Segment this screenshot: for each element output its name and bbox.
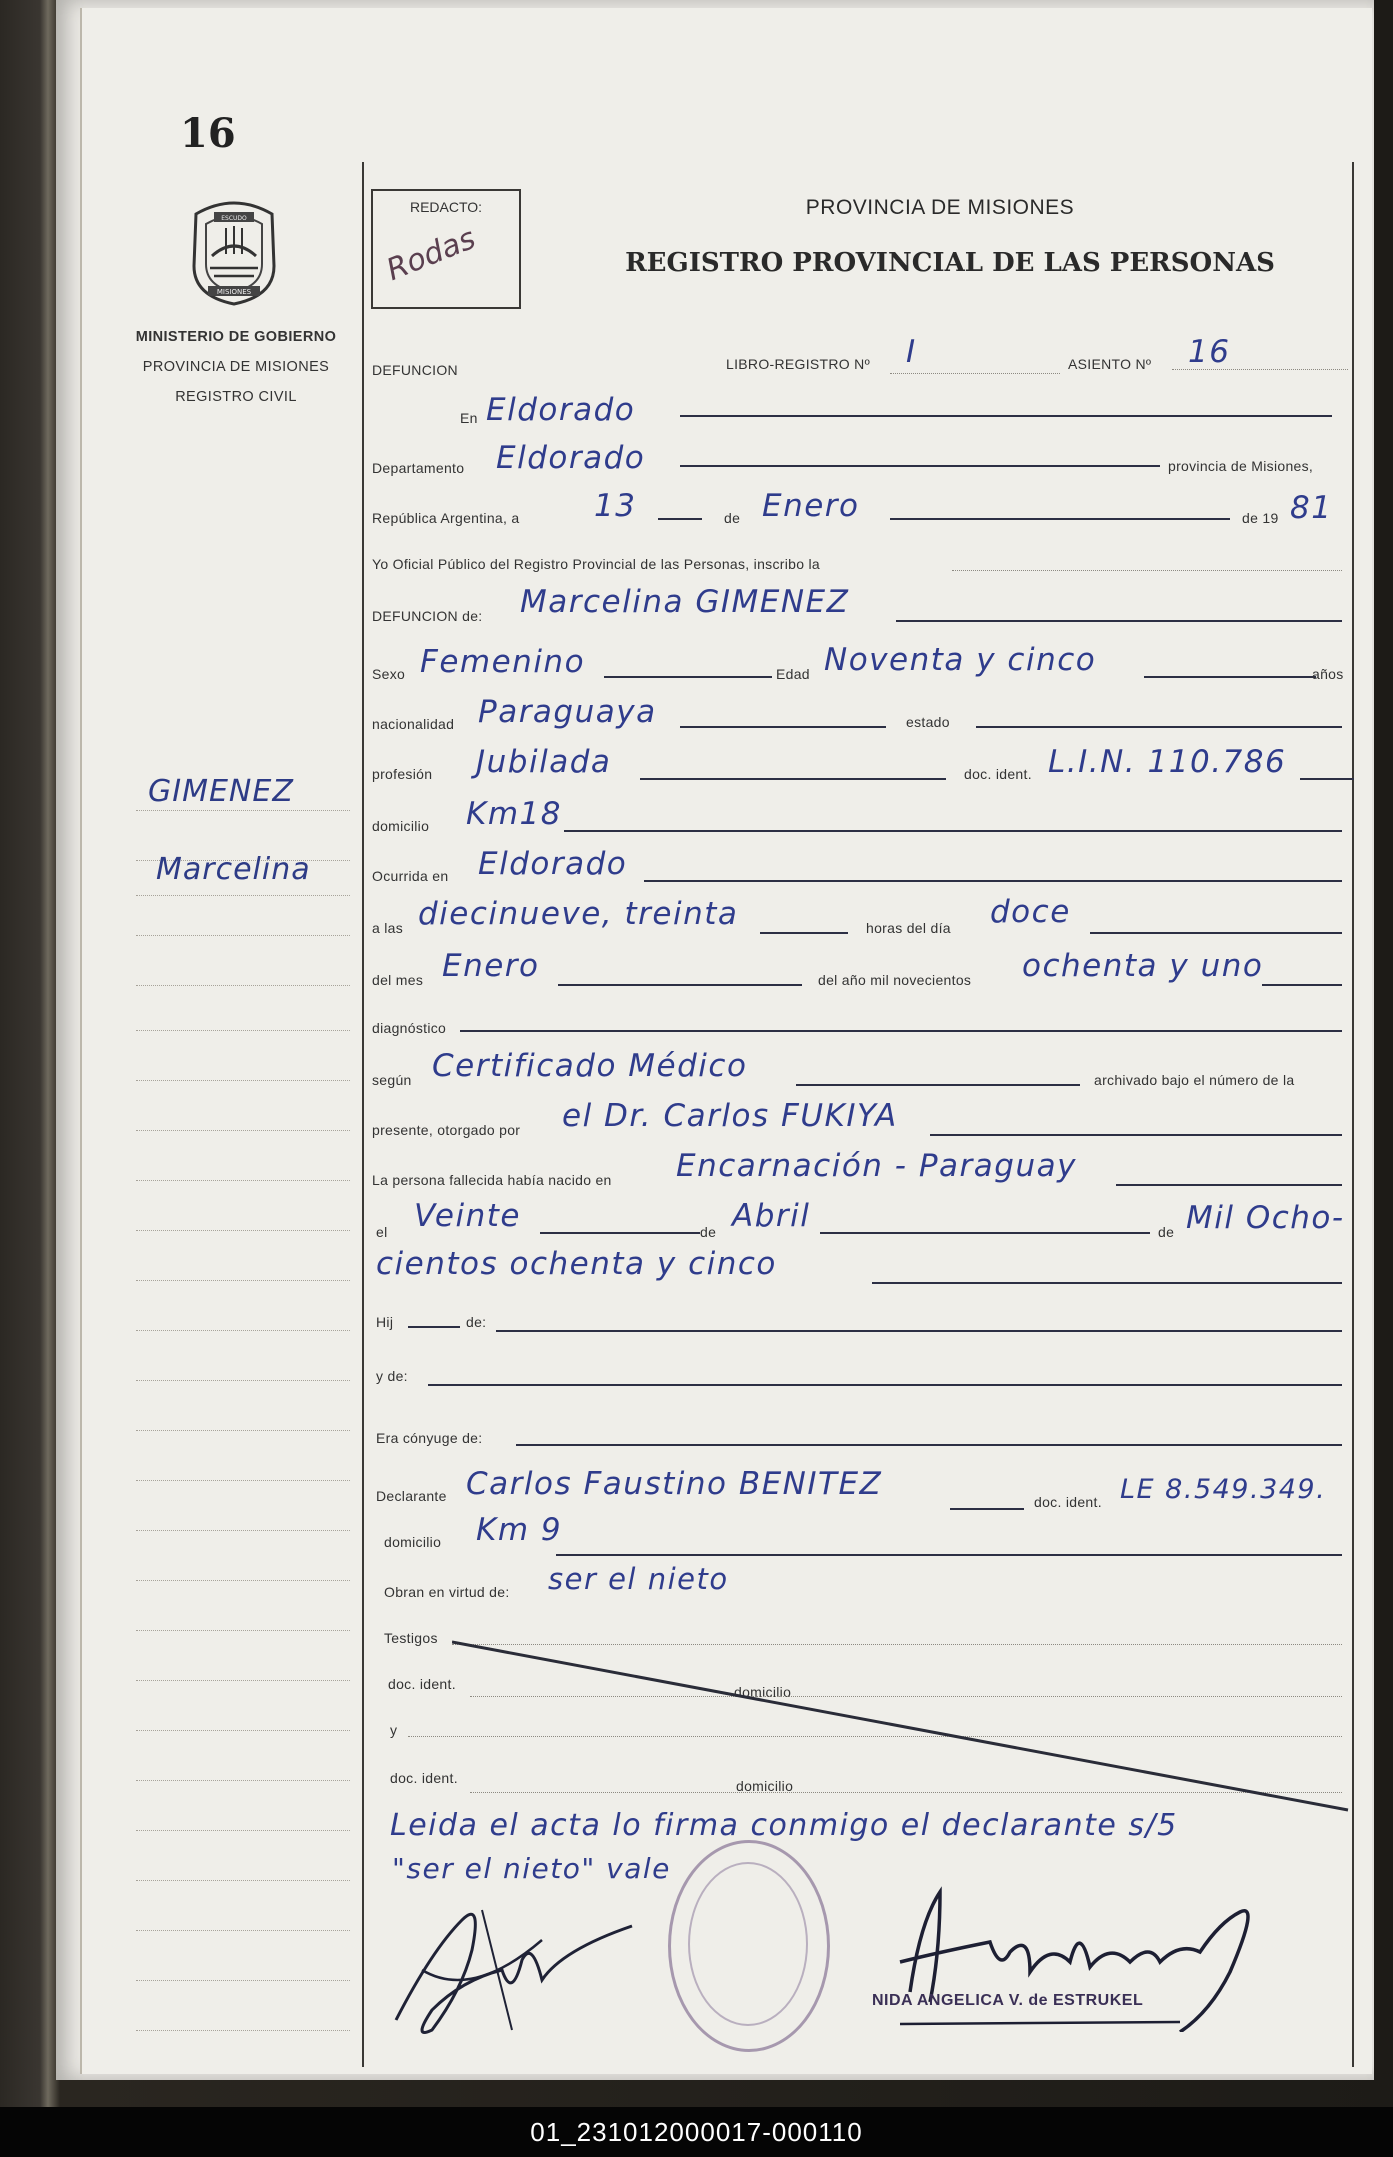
redacto-value: Rodas (381, 220, 481, 289)
archivado-label: archivado bajo el número de la (1094, 1072, 1295, 1088)
en-value: Eldorado (486, 392, 636, 428)
official-stamp-inner (688, 1862, 808, 2026)
continuation-value: cientos ochenta y cinco (376, 1246, 777, 1282)
del-ano-pen-line (1262, 984, 1342, 986)
del-ano-label: del año mil novecientos (818, 972, 972, 988)
testigo-y-label: y (390, 1722, 398, 1738)
departamento-label: Departamento (372, 460, 465, 476)
segun-pen-line (796, 1084, 1080, 1086)
libro-value: I (906, 334, 917, 370)
domicilio-label: domicilio (372, 818, 430, 834)
a-las-pen-line (760, 932, 848, 934)
y-de-pen-line (428, 1384, 1342, 1386)
departamento-value: Eldorado (496, 440, 646, 476)
el-pen-line (540, 1232, 700, 1234)
de3-label: de (1158, 1224, 1175, 1240)
closing-line-1: Leida el acta lo firma conmigo el declarante s/5 (390, 1808, 1178, 1843)
a-las-label: a las (372, 920, 404, 936)
estado-pen-line (976, 726, 1342, 728)
horas-label: horas del día (866, 920, 951, 936)
doc-ident-pen-line (1300, 778, 1354, 780)
asiento-value: 16 (1188, 334, 1231, 370)
redacto-label: REDACTO: (409, 199, 483, 215)
edad-value: Noventa y cinco (824, 642, 1097, 678)
nacido-pen-line (1116, 1184, 1342, 1186)
month-pen-line (890, 518, 1230, 520)
ministry-province: PROVINCIA DE MISIONES (142, 359, 330, 375)
edad-label: Edad (776, 666, 810, 682)
hij-pen-line (408, 1326, 460, 1328)
del-mes-pen-line (558, 984, 802, 986)
yo-oficial-text: Yo Oficial Público del Registro Provincial de las Personas, inscribo la (372, 556, 820, 572)
conyuge-label: Era cónyuge de: (376, 1430, 483, 1446)
sexo-value: Femenino (420, 644, 586, 680)
page-number: 16 (180, 110, 236, 157)
del-mes-value: Enero (442, 948, 540, 984)
declarant-signature-icon (392, 1880, 654, 2040)
del-mes-label: del mes (372, 972, 424, 988)
obran-value: ser el nieto (548, 1562, 729, 1596)
testigo1-domicilio-label: domicilio (734, 1684, 792, 1700)
ministry-name: MINISTERIO DE GOBIERNO (135, 329, 337, 345)
year-label: de 19 (1242, 510, 1279, 526)
en-pen-line (680, 415, 1332, 417)
y-de-label: y de: (376, 1368, 408, 1384)
sexo-pen-line (604, 676, 772, 678)
nacido-label: La persona fallecida había nacido en (372, 1172, 612, 1188)
continuation-pen-line (872, 1282, 1342, 1284)
testigo2-doc-label: doc. ident. (390, 1770, 458, 1786)
del-ano-value: ochenta y uno (1022, 948, 1264, 984)
decl-domicilio-label: domicilio (384, 1534, 442, 1550)
diagnostico-label: diagnóstico (372, 1020, 447, 1036)
provincia-label: provincia de Misiones, (1168, 458, 1314, 474)
horas-value: doce (990, 894, 1071, 930)
asiento-label: ASIENTO Nº (1068, 356, 1152, 372)
libro-label: LIBRO-REGISTRO Nº (726, 356, 871, 372)
decl-domicilio-value: Km 9 (476, 1512, 563, 1548)
de2-label: de (700, 1224, 717, 1240)
yo-oficial-line (952, 570, 1342, 571)
image-caption: 01_231012000017-000110 (0, 2107, 1393, 2157)
conyuge-pen-line (516, 1444, 1342, 1446)
presente-pen-line (930, 1134, 1342, 1136)
redacto-box (371, 189, 521, 309)
margin-given-name: Marcelina (156, 852, 311, 887)
profesion-value: Jubilada (476, 744, 612, 780)
header-province: PROVINCIA DE MISIONES (805, 196, 1075, 219)
estado-label: estado (906, 714, 950, 730)
profesion-pen-line (640, 778, 946, 780)
testigo1-doc-label: doc. ident. (388, 1676, 456, 1692)
defuncion-de-label: DEFUNCION de: (372, 608, 483, 624)
a-las-value: diecinueve, treinta (418, 896, 739, 932)
anos-label: años (1312, 666, 1344, 682)
en-label: En (460, 410, 478, 426)
doc-ident-value: L.I.N. 110.786 (1048, 744, 1287, 780)
defuncion-label: DEFUNCION (372, 362, 458, 378)
doc-ident-label: doc. ident. (964, 766, 1032, 782)
el-label: el (376, 1224, 388, 1240)
official-name: NIDA ANGELICA V. de ESTRUKEL (872, 1992, 1144, 2009)
testigos-label: Testigos (384, 1630, 438, 1646)
presente-value: el Dr. Carlos FUKIYA (562, 1098, 898, 1134)
hij-de-label: de: (466, 1314, 487, 1330)
witness-strike-line (452, 1634, 1352, 1814)
departamento-pen-line (680, 465, 1160, 467)
libro-line (890, 373, 1060, 374)
obran-label: Obran en virtud de: (384, 1584, 510, 1600)
emblem-top-text: ESCUDO (221, 215, 247, 222)
segun-value: Certificado Médico (432, 1048, 748, 1084)
month-value: Enero (762, 488, 860, 524)
defuncion-de-value: Marcelina GIMENEZ (520, 584, 850, 620)
emblem-bottom-text: MISIONES (216, 288, 252, 296)
de3-value: Mil Ocho- (1186, 1200, 1345, 1236)
header-registry: REGISTRO PROVINCIAL DE LAS PERSONAS (625, 248, 1275, 278)
segun-label: según (372, 1072, 412, 1088)
ocurrida-label: Ocurrida en (372, 868, 449, 884)
de-label: de (724, 510, 741, 526)
hij-label: Hij (376, 1314, 394, 1330)
ocurrida-value: Eldorado (478, 846, 628, 882)
ministry-block (120, 322, 352, 412)
republica-label: República Argentina, a (372, 510, 520, 526)
defuncion-de-pen-line (896, 620, 1342, 622)
testigo2-domicilio-label: domicilio (736, 1778, 794, 1794)
closing-line-2: "ser el nieto" vale (392, 1852, 671, 1885)
nacionalidad-pen-line (680, 726, 886, 728)
day-pen-line (658, 518, 702, 520)
ocurrida-pen-line (644, 880, 1342, 882)
nacionalidad-value: Paraguaya (478, 694, 657, 730)
declarante-doc-label: doc. ident. (1034, 1494, 1102, 1510)
edad-pen-line (1144, 676, 1316, 678)
declarante-label: Declarante (376, 1488, 447, 1504)
provincial-emblem-icon (186, 196, 282, 306)
day-value: 13 (594, 488, 637, 524)
asiento-line (1172, 369, 1348, 370)
de2-pen-line (820, 1232, 1150, 1234)
profesion-label: profesión (372, 766, 433, 782)
form-right-border (1352, 162, 1354, 2067)
declarante-pen-line (950, 1508, 1024, 1510)
el-value: Veinte (414, 1198, 521, 1234)
de2-value: Abril (732, 1198, 811, 1234)
domicilio-pen-line (564, 830, 1342, 832)
hij-pen-line-2 (496, 1330, 1342, 1332)
presente-label: presente, otorgado por (372, 1122, 521, 1138)
nacionalidad-label: nacionalidad (372, 716, 455, 732)
declarante-value: Carlos Faustino BENITEZ (466, 1466, 883, 1502)
nacido-value: Encarnación - Paraguay (676, 1148, 1077, 1184)
decl-domicilio-pen-line (556, 1554, 1342, 1556)
form-left-border (362, 162, 364, 2067)
sexo-label: Sexo (372, 666, 406, 682)
ministry-registry: REGISTRO CIVIL (175, 389, 297, 405)
domicilio-value: Km18 (466, 796, 562, 832)
year-value: 81 (1290, 490, 1333, 526)
diagnostico-pen-line (460, 1030, 1342, 1032)
declarante-doc-value: LE 8.549.349. (1120, 1474, 1327, 1505)
margin-surname: GIMENEZ (148, 774, 294, 809)
horas-pen-line (1090, 932, 1342, 934)
